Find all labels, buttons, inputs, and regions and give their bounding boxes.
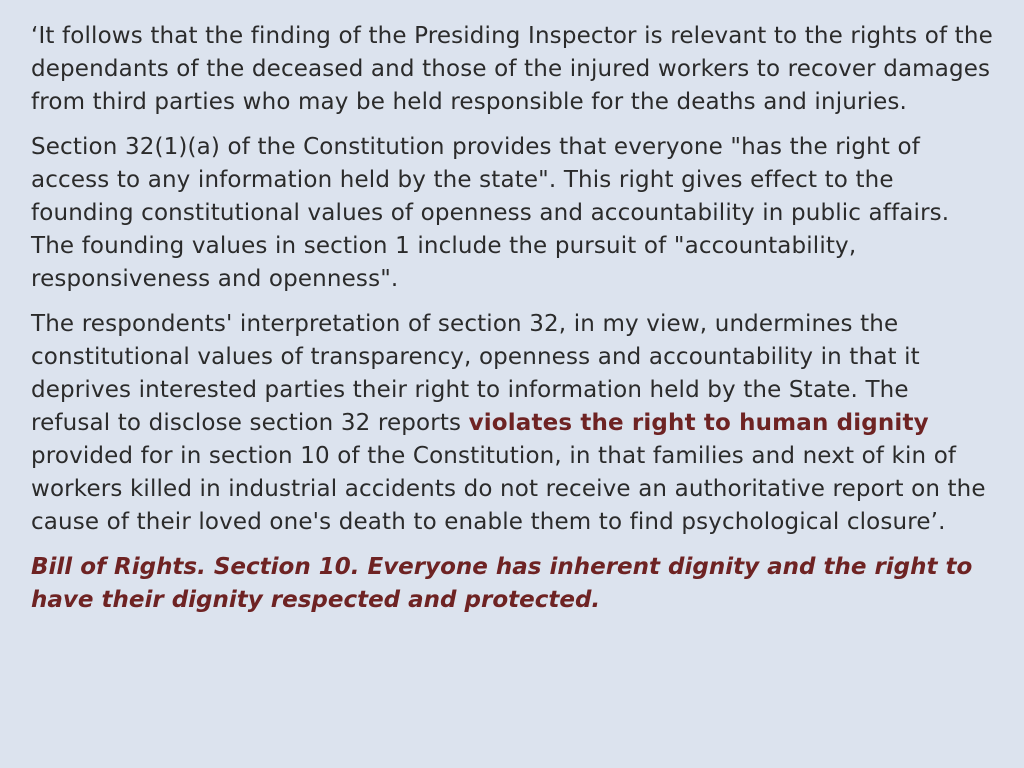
paragraph-respondents-interpretation xyxy=(31,308,994,539)
dignity-emphasis: violates the right to human dignity xyxy=(468,410,929,436)
quote-text: Bill of Rights. Section 10. Everyone has inherent dignity and the right to have their dignity respected and protected. xyxy=(31,554,973,613)
paragraph-3-text-before: The respondents' interpretation of section 32, in my view, undermines the constitutional values of transparency, openness and accountability in that it deprives interested parties their right to information held by the State. The refusal to disclose section 32 reports xyxy=(31,311,920,436)
paragraph-3-text-after: provided for in section 10 of the Constitution, in that families and next of kin of workers killed in industrial accidents do not receive an authoritative report on the cause of their loved one's death to enable them to find psychological closure’. xyxy=(31,443,986,535)
paragraph-1-text: ‘It follows that the finding of the Presiding Inspector is relevant to the rights of the dependants of the deceased and those of the injured workers to recover damages from third parties who may be held responsible for the deaths and injuries. xyxy=(31,23,993,115)
paragraph-section-32 xyxy=(31,131,994,296)
bill-of-rights-quote xyxy=(31,551,994,617)
paragraph-inspector-finding xyxy=(31,20,994,119)
paragraph-2-text: Section 32(1)(a) of the Constitution provides that everyone "has the right of access to any information held by the state". This right gives effect to the founding constitutional values of openness and accountability in public affairs. The founding values in section 1 include the pursuit of "accountability, responsiveness and openness". xyxy=(31,134,950,292)
